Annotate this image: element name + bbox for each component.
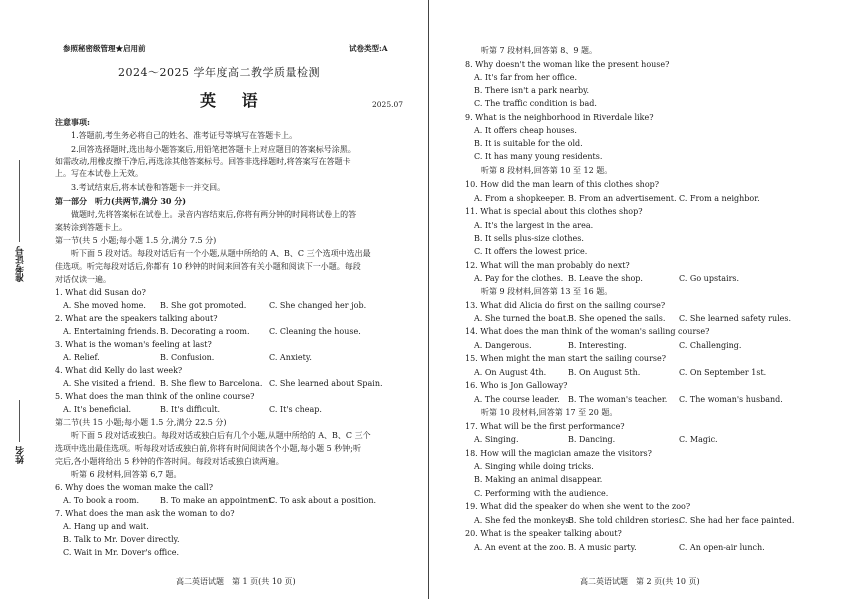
material-10: 听第 10 段材料,回答第 17 至 20 题。 bbox=[481, 408, 618, 417]
option-c: C. The traffic condition is bad. bbox=[474, 99, 597, 108]
exam-page-1 bbox=[0, 0, 428, 599]
option-b: B. She told children stories. bbox=[568, 516, 682, 525]
exam-page-2 bbox=[430, 0, 860, 599]
option-c: C. From a neighbor. bbox=[679, 194, 760, 203]
notice-line: 2.回答选择题时,选出每小题答案后,用铅笔把答题卡上对应题目的答案标号涂黑。 bbox=[71, 145, 356, 154]
option-a: A. Relief. bbox=[63, 353, 100, 362]
section2-desc: 选项中选出最佳选项。听每段对话或独白前,你将有时间阅读各个小题,每小题 5 秒钟;听 bbox=[55, 444, 361, 453]
option-b: B. Confusion. bbox=[160, 353, 215, 362]
paper-type: 试卷类型:A bbox=[349, 44, 388, 53]
option-b: B. It is suitable for the old. bbox=[474, 139, 583, 148]
section2-desc: 完后,各小题将给出 5 秒钟的作答时间。每段对话或独白读两遍。 bbox=[55, 457, 284, 466]
notice-line: 1.答题前,考生务必将自己的姓名、准考证号等填写在答题卡上。 bbox=[71, 131, 298, 140]
option-a: A. From a shopkeeper. bbox=[474, 194, 566, 203]
section1-desc: 佳选项。听完每段对话后,你都有 10 秒钟的时间来回答有关小题和阅读下一小题。每段 bbox=[55, 262, 361, 271]
option-a: A. She moved home. bbox=[63, 301, 146, 310]
option-a: A. Hang up and wait. bbox=[63, 522, 149, 531]
section1-desc: 听下面 5 段对话。每段对话后有一个小题,从题中所给的 A、B、C 三个选项中选出最 bbox=[71, 249, 371, 258]
question-15: 15. When might the man start the sailing course? bbox=[465, 354, 667, 363]
section1-desc: 对话仅读一遍。 bbox=[55, 275, 111, 284]
option-a: A. The course leader. bbox=[474, 395, 560, 404]
question-1: 1. What did Susan do? bbox=[55, 288, 146, 297]
option-a: A. Singing while doing tricks. bbox=[474, 462, 594, 471]
admission-number-line bbox=[19, 160, 20, 242]
option-b: B. Decorating a room. bbox=[160, 327, 250, 336]
option-c: C. Challenging. bbox=[679, 341, 742, 350]
option-c: C. Wait in Mr. Dover's office. bbox=[63, 548, 179, 557]
material-7: 听第 7 段材料,回答第 8、9 题。 bbox=[481, 46, 597, 55]
section2-desc: 听下面 5 段对话或独白。每段对话或独白后有几个小题,从题中所给的 A、B、C 三个 bbox=[71, 431, 371, 440]
option-b: B. Leave the shop. bbox=[568, 274, 643, 283]
option-c: C. She learned safety rules. bbox=[679, 314, 792, 323]
question-17: 17. What will be the first performance? bbox=[465, 422, 625, 431]
exam-date: 2025.07 bbox=[372, 100, 404, 109]
page-footer: 高二英语试题 第 2 页(共 10 页) bbox=[580, 577, 700, 586]
part1-title: 第一部分 听力(共两节,满分 30 分) bbox=[55, 196, 187, 206]
question-5: 5. What does the man think of the online course? bbox=[55, 392, 255, 401]
part1-desc: 案转涂到答题卡上。 bbox=[55, 223, 127, 232]
option-a: A. To book a room. bbox=[63, 496, 139, 505]
question-4: 4. What did Kelly do last week? bbox=[55, 366, 183, 375]
option-c: C. It has many young residents. bbox=[474, 152, 603, 161]
option-c: C. It's cheap. bbox=[269, 405, 322, 414]
option-b: B. Making an animal disappear. bbox=[474, 475, 603, 484]
option-b: B. She opened the sails. bbox=[568, 314, 666, 323]
material-6: 听第 6 段材料,回答第 6,7 题。 bbox=[71, 470, 182, 479]
option-b: B. Interesting. bbox=[568, 341, 627, 350]
option-b: B. It's difficult. bbox=[160, 405, 221, 414]
option-a: A. She visited a friend. bbox=[63, 379, 156, 388]
confidentiality-header: 参照秘密级管理★启用前 bbox=[63, 44, 146, 53]
option-b: B. A music party. bbox=[568, 543, 637, 552]
option-c: C. On September 1st. bbox=[679, 368, 767, 377]
notice-line: 如需改动,用橡皮擦干净后,再选涂其他答案标号。回答非选择题时,将答案写在答题卡 bbox=[55, 157, 351, 166]
question-13: 13. What did Alicia do first on the sailing course? bbox=[465, 301, 666, 310]
option-b: B. She flew to Barcelona. bbox=[160, 379, 263, 388]
option-b: B. Talk to Mr. Dover directly. bbox=[63, 535, 180, 544]
option-a: A. Singing. bbox=[474, 435, 519, 444]
option-c: C. It offers the lowest price. bbox=[474, 247, 588, 256]
question-14: 14. What does the man think of the woman's sailing course? bbox=[465, 327, 710, 336]
option-c: C. She changed her job. bbox=[269, 301, 367, 310]
page-divider bbox=[428, 0, 429, 599]
question-7: 7. What does the man ask the woman to do? bbox=[55, 509, 235, 518]
option-b: B. Dancing. bbox=[568, 435, 616, 444]
option-a: A. On August 4th. bbox=[474, 368, 547, 377]
name-label: 姓名 bbox=[16, 446, 26, 464]
section2-title: 第二节(共 15 小题;每小题 1.5 分,满分 22.5 分) bbox=[55, 418, 227, 427]
option-a: A. It offers cheap houses. bbox=[474, 126, 577, 135]
option-a: A. Pay for the clothes. bbox=[474, 274, 564, 283]
option-b: B. She got promoted. bbox=[160, 301, 247, 310]
option-a: A. She turned the boat. bbox=[474, 314, 569, 323]
option-c: C. Cleaning the house. bbox=[269, 327, 361, 336]
material-9: 听第 9 段材料,回答第 13 至 16 题。 bbox=[481, 287, 613, 296]
option-a: A. It's beneficial. bbox=[63, 405, 132, 414]
name-line bbox=[19, 400, 20, 442]
option-c: C. She had her face painted. bbox=[679, 516, 795, 525]
part1-desc: 做题时,先将答案标在试卷上。录音内容结束后,你将有两分钟的时间将试卷上的答 bbox=[71, 210, 357, 219]
question-10: 10. How did the man learn of this clothes shop? bbox=[465, 180, 660, 189]
question-20: 20. What is the speaker talking about? bbox=[465, 529, 622, 538]
option-b: B. On August 5th. bbox=[568, 368, 641, 377]
question-6: 6. Why does the woman make the call? bbox=[55, 483, 214, 492]
option-c: C. Magic. bbox=[679, 435, 718, 444]
option-a: A. Entertaining friends. bbox=[63, 327, 159, 336]
option-b: B. It sells plus-size clothes. bbox=[474, 234, 584, 243]
question-16: 16. Who is Jon Galloway? bbox=[465, 381, 568, 390]
option-c: C. Go upstairs. bbox=[679, 274, 740, 283]
option-a: A. It's far from her office. bbox=[474, 73, 577, 82]
option-c: C. Anxiety. bbox=[269, 353, 312, 362]
option-a: A. She fed the monkeys. bbox=[474, 516, 573, 525]
option-c: C. To ask about a position. bbox=[269, 496, 377, 505]
option-b: B. There isn't a park nearby. bbox=[474, 86, 590, 95]
option-b: B. From an advertisement. bbox=[568, 194, 677, 203]
exam-title: 2024～2025 学年度高二教学质量检测 bbox=[118, 66, 320, 79]
question-9: 9. What is the neighborhood in Riverdale like? bbox=[465, 113, 654, 122]
notice-line: 上。写在本试卷上无效。 bbox=[55, 169, 143, 178]
option-c: C. The woman's husband. bbox=[679, 395, 783, 404]
page-footer: 高二英语试题 第 1 页(共 10 页) bbox=[176, 577, 296, 586]
admission-number-label: 准考证号 bbox=[16, 246, 26, 282]
question-12: 12. What will the man probably do next? bbox=[465, 261, 630, 270]
option-a: A. It's the largest in the area. bbox=[474, 221, 594, 230]
option-a: A. An event at the zoo. bbox=[474, 543, 566, 552]
question-3: 3. What is the woman's feeling at last? bbox=[55, 340, 212, 349]
notice-title: 注意事项: bbox=[55, 117, 90, 127]
option-c: C. She learned about Spain. bbox=[269, 379, 383, 388]
question-2: 2. What are the speakers talking about? bbox=[55, 314, 218, 323]
section1-title: 第一节(共 5 小题;每小题 1.5 分,满分 7.5 分) bbox=[55, 236, 217, 245]
option-c: C. An open-air lunch. bbox=[679, 543, 765, 552]
option-a: A. Dangerous. bbox=[474, 341, 532, 350]
question-19: 19. What did the speaker do when she went to the zoo? bbox=[465, 502, 691, 511]
subject-title: 英 语 bbox=[200, 91, 268, 110]
material-8: 听第 8 段材料,回答第 10 至 12 题。 bbox=[481, 166, 613, 175]
question-11: 11. What is special about this clothes shop? bbox=[465, 207, 643, 216]
option-c: C. Performing with the audience. bbox=[474, 489, 609, 498]
option-b: B. The woman's teacher. bbox=[568, 395, 668, 404]
option-b: B. To make an appointment. bbox=[160, 496, 274, 505]
notice-line: 3.考试结束后,将本试卷和答题卡一并交回。 bbox=[71, 183, 226, 192]
question-8: 8. Why doesn't the woman like the present house? bbox=[465, 60, 670, 69]
question-18: 18. How will the magician amaze the visitors? bbox=[465, 449, 652, 458]
